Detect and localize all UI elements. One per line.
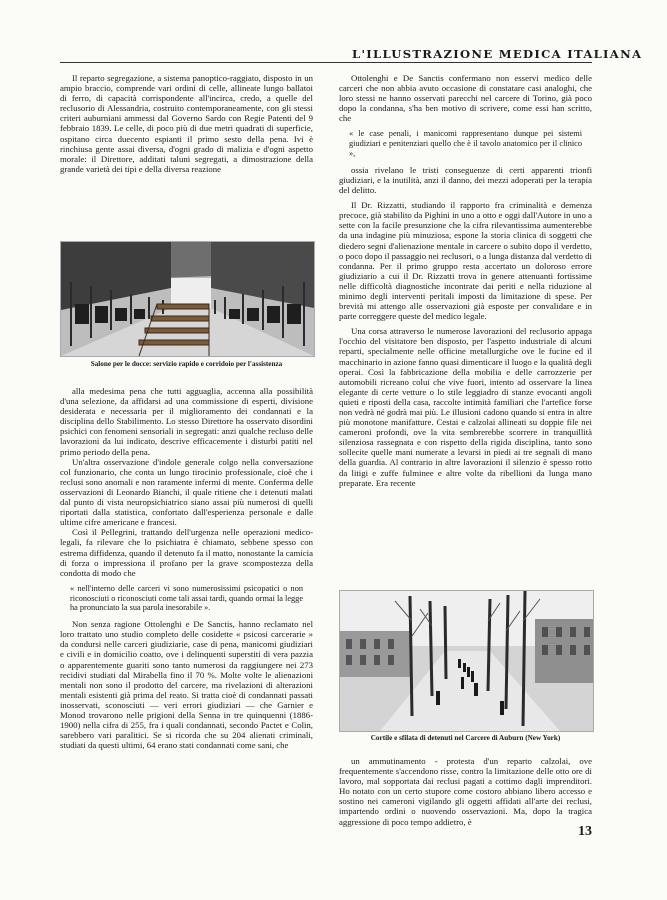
running-header: L'ILLUSTRAZIONE MEDICA ITALIANA [352,47,643,61]
right-column-top [339,73,592,583]
shower-hall-photo [61,242,314,356]
paragraph: Il Dr. Rizzatti, studiando il rapporto fra criminalità e demenza precoce, già stabilito da Pighini in uno a otto e oggi dall'Autore in uno a sette con la facile presunzione che la cifra rilevantissima aumenterebbe da una indagine più minuziosa, espone la storia clinica di soggetti che diedero segni d'alienazione mentale in carcere o subito dopo il verdetto, o poco dopo il passaggio nei reclusori, o a lunga distanza dal verdetto di condanna. Per il primo gruppo resta accertato un doloroso errore giudiziario a cui il Dr. Rizzatti trova in genere attenuanti fortissime nelle difficoltà diagnostiche incontrate dai periti e nella riduzione al minimo degli interventi peritali imposti da limitazione di spese. Per brevità mi attengo alle osservazioni già esposte per convalidare e in parte correggere queste del medico legale. [339,200,592,322]
paragraph: Un'altra osservazione d'indole generale colgo nella conversazione col funzionario, che conta un lungo tirocinio professionale, cioè che i reclusi sono anomali e non raramente infermi di mente. Conferma delle osservazioni di Leonardo Bianchi, il quale ritiene che i detenuti malati dal punto di vista neuropsichiatrico siano assai più numerosi di quelli riportati dalla statistica, confortato dall'esperienza personale e dalle ultime cifre americane e francesi. [60,456,313,528]
right-column-bottom [339,756,592,840]
figure-shower-hall [60,241,315,357]
block-quote: « nell'interno delle carceri vi sono numerosissimi psicopatici o non riconosciuti o riconosciuti come tali assai tardi, quando ormai la legge ha pronunciato la sua parola inesorabile ». [70,583,303,613]
auburn-courtyard-photo [340,591,593,731]
figure-auburn-courtyard [339,590,594,732]
figure-caption: Salone per le docce: servizio rapido e corridoio per l'assistenza [90,360,283,368]
page-number: 13 [578,824,592,839]
paragraph: Ottolenghi e De Sanctis confermano non esservi medico delle carceri che non abbia avuto occasione di constatare casi analoghi, che loro stessi ne hanno osservati parecchi nel carcere di Torino, già poco dopo la condanna, s'ha ben motivo di scrivere, come essi han scritto, che [339,73,592,124]
paragraph: Il reparto segregazione, a sistema panoptico-raggiato, disposto in un ampio braccio, comprende vari ordini di celle, allineate lungo ballatoi di ferro, di capacità corrispondente all'incirca, credo, a quelle del reclusorio di Alessandria, costruito contemporaneamente, con gli stessi criteri auburniani ammessi dal Governo Sardo con Regie Patenti del 9 febbraio 1839. Le celle, di poco più di due metri quadrati di superficie, ospitano circa duecento espianti il primo sesto della pena. Ivi è rinchiusa gente assai diversa, d'ogni grado di malizia e d'ogni aspetto morale: il Direttore, additati taluni segregati, a dimostrazione della grande varietà dei tipi e della diversa reazione [60,73,313,174]
paragraph: un ammutinamento - protesta d'un reparto calzolai, ove frequentemente s'accendono risse, contro la limitazione delle otto ore di lavoro, mal sopportata dai reclusi pagati a cottimo dagli imprenditori. Ho notato con un certo stupore come costoro abbiano libero accesso e sostino nei cameroni vigilando gli oggetti affidati all'arte dei reclusi, impartendo ordini o nuovendo osservazioni. Ma, dopo la tragica aggressione di poco tempo addietro, è [339,756,592,827]
figure-caption: Cortile e sfilata di detenuti nel Carcere di Auburn (New York) [370,734,561,742]
paragraph: Così il Pellegrini, trattando dell'urgenza nelle operazioni medico-legali, fa rilevare che lo psichiatra è chiamato, sebbene spesso con estrema diffidenza, quando il detenuto fa il matto, nonostante la camicia di forza o impressiona il profano per la grave scompostezza della condotta di modo che [60,527,313,578]
paragraph: ossia rivelano le tristi conseguenze di certi apparenti trionfi giudiziari, e la inutilità, anzi il danno, dei mezzi adoperati per la terapia del delitto. [339,164,592,196]
block-quote: « le case penali, i manicomi rappresentano dunque pei sistemi giudiziari e penitenziari quello che è il tavolo anatomico per il clinico », [349,129,582,159]
paragraph: Una corsa attraverso le numerose lavorazioni del reclusorio appaga l'occhio del visitatore ben disposto, per l'aspetto industriale di alcuni reparti, specialmente nelle officine metallurgiche ove le fucine ed il macchinario in azione fanno quasi dimenticare il luogo e la qualità degli operai. Così la fabbricazione della mobilia e delle carrozzerie per automobili ricreano colui che vive fuori, intento ad osservare la linea elegante di certe vetture o lo stile leggiadro di stanze evocanti angoli quieti e riposti della casa, raccolte intimità familiari che l'artefice forse non vedrà né godrà mai più. Le illusioni cadono quando si entra in altre più monotone manifatture. Cestai e calzolai allineati su doppie file nei cameroni profondi, ove la vita sembrerebbe scorrere in tranquillità silenziosa rassegnata e con rispetto della rigida disciplina, tanto sono sollecite quelle mani numerate a levarsi in piedi ai tre segnali di mano della guardia. Al contrario in altre lavorazioni il silenzio è spesso rotto da litigi e zuffe fulminee e altre volte da ribellioni da lunga mano preparate. Era recente [339,326,592,488]
header-rule [60,62,592,63]
paragraph: alla medesima pena che tutti agguaglia, accenna alla possibilità d'una selezione, da affidarsi ad una commissione di esperti, divisione desiderata e necessaria per il miglioramento dei condannati e la disciplina dello Stabilimento. Lo stesso Direttore ha osservato disordini psichici con fenomeni sensoriali in segregati: anzi qualche recluso delle lavorazioni da lui indicato, descrive efficacemente i disturbi patiti nel primo periodo della pena. [60,386,313,457]
paragraph: Non senza ragione Ottolenghi e De Sanctis, hanno reclamato nel loro trattato uno studio completo delle cosidette « psicosi carcerarie » da condursi nelle carceri giudiziarie, case di pena, manicomi giudiziari e civili e in domicilio coatto, ove i delinquenti superstiti di vera pazzia o apparentemente guariti sono tanto numerosi da raggiungere nei 273 recidivi studiati dal Mirabella fino il 70 %. Molte volte le alienazioni mentali non sono il prodotto del carcere, ma rivelazioni di alterazioni mentali esistenti già prima del reato. Si tratta cioè di condannati passati inosservati, sconosciuti — veri errori giudiziari — che Garnier e Monod trovarono nelle prigioni della Senna in tre quinquenni (1886-1900) nella cifra di 255, fra i quali condannati, secondo Pactet e Colin, sarebbero vari paralitici. Se si ricorda che su 204 alienati criminali, studiati da questi ultimi, 64 erano stati condannati come sani, che [60,619,313,751]
left-column-top [60,73,313,235]
left-column-bottom [60,386,313,832]
